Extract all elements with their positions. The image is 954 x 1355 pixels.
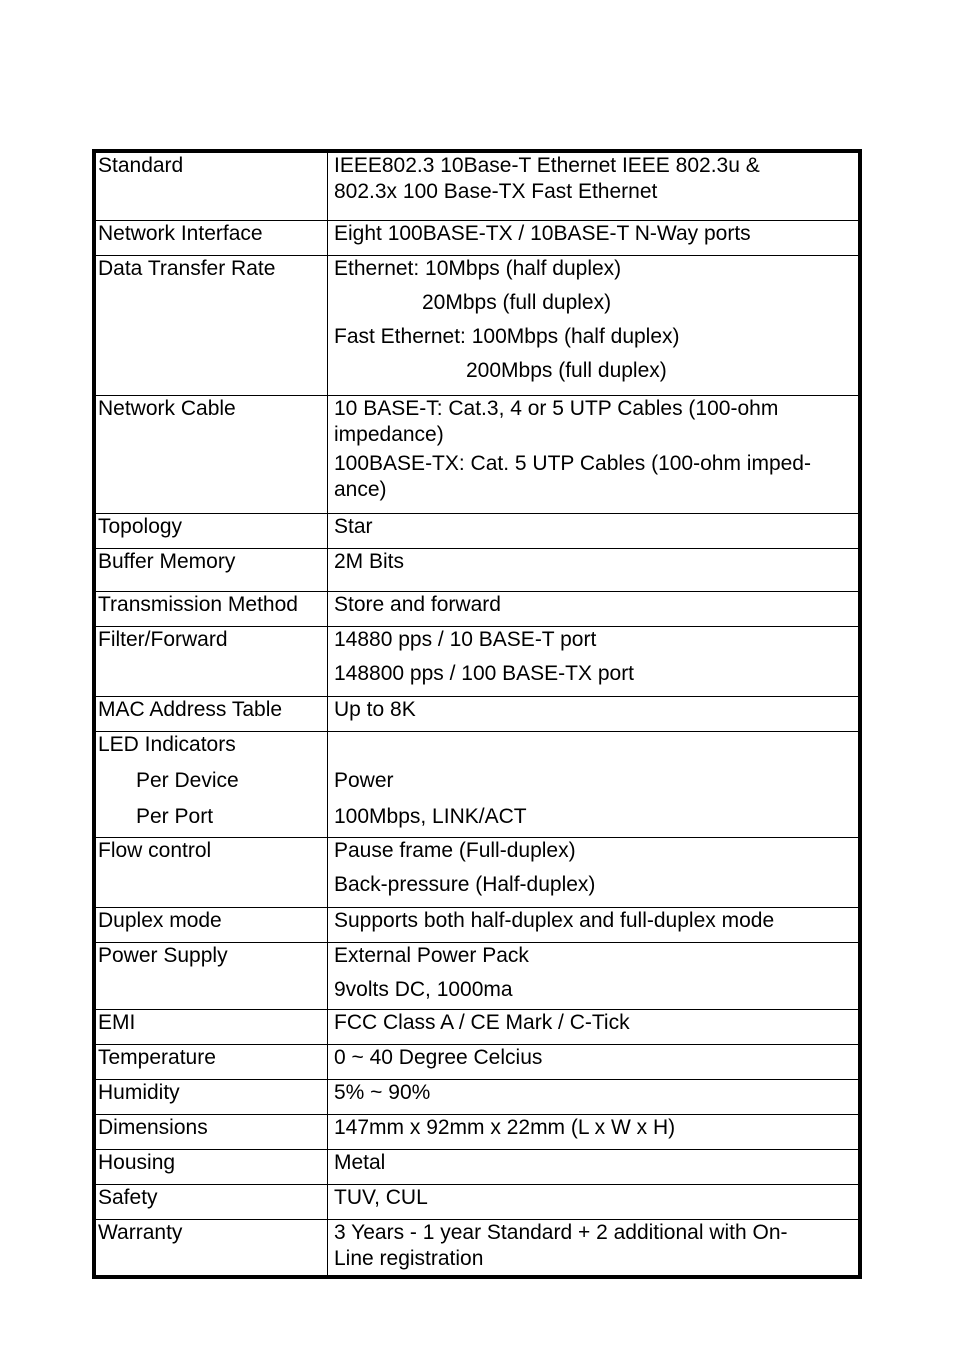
spec-label: Standard	[94, 151, 328, 220]
spec-row-emi	[94, 1009, 860, 1044]
spec-value: 5% ~ 90%	[328, 1079, 861, 1114]
spec-label: EMI	[94, 1009, 328, 1044]
spec-value-line: 14880 pps / 10 BASE-T port	[334, 627, 597, 651]
spec-value	[328, 731, 861, 837]
spec-label: Network Cable	[94, 395, 328, 513]
spec-label: Dimensions	[94, 1114, 328, 1149]
spec-label: Housing	[94, 1149, 328, 1184]
spec-label: LED Indicators	[98, 732, 236, 756]
spec-value-line: 3 Years - 1 year Standard + 2 additional with On-	[334, 1220, 788, 1244]
spec-value-line: 802.3x 100 Base-TX Fast Ethernet	[334, 180, 658, 203]
spec-row-network-cable	[94, 395, 860, 513]
spec-value-line: 9volts DC, 1000ma	[334, 977, 513, 1001]
spec-sublabel-per-port: Per Port	[136, 804, 214, 828]
spec-value	[328, 151, 861, 220]
spec-value-line: Ethernet: 10Mbps (half duplex)	[334, 256, 622, 280]
spec-value	[328, 942, 861, 1009]
spec-row-data-transfer-rate	[94, 255, 860, 395]
spec-value-line: Pause frame (Full-duplex)	[334, 838, 576, 862]
spec-row-mac-address-table	[94, 696, 860, 731]
spec-label: Topology	[94, 513, 328, 548]
spec-value-line: impedance)	[334, 422, 444, 446]
spec-value-line: Power	[334, 768, 394, 792]
spec-row-safety	[94, 1184, 860, 1219]
spec-label-group	[94, 731, 328, 837]
spec-value: Store and forward	[328, 591, 861, 626]
spec-value-line: IEEE802.3 10Base-T Ethernet IEEE 802.3u &	[334, 154, 760, 177]
spec-label: Flow control	[94, 837, 328, 907]
spec-value-line: 100BASE-TX: Cat. 5 UTP Cables (100-ohm imped-	[334, 451, 811, 475]
spec-sublabel-per-device: Per Device	[136, 768, 239, 792]
spec-value: 147mm x 92mm x 22mm (L x W x H)	[328, 1114, 861, 1149]
specifications-table	[92, 149, 862, 1279]
spec-value	[328, 395, 861, 513]
spec-value: 2M Bits	[328, 548, 861, 591]
spec-value-line: 100Mbps, LINK/ACT	[334, 804, 527, 828]
spec-value	[328, 1219, 861, 1277]
spec-value-line: 20Mbps (full duplex)	[422, 290, 612, 314]
spec-label: Transmission Method	[94, 591, 328, 626]
spec-value: Up to 8K	[328, 696, 861, 731]
spec-row-transmission-method	[94, 591, 860, 626]
spec-value	[328, 837, 861, 907]
spec-row-power-supply	[94, 942, 860, 1009]
spec-value-line: 10 BASE-T: Cat.3, 4 or 5 UTP Cables (100-ohm	[334, 396, 779, 420]
spec-row-warranty	[94, 1219, 860, 1277]
spec-value-line: 200Mbps (full duplex)	[466, 358, 667, 382]
spec-label: Safety	[94, 1184, 328, 1219]
spec-row-topology	[94, 513, 860, 548]
spec-value-line: Back-pressure (Half-duplex)	[334, 872, 596, 896]
spec-value	[328, 255, 861, 395]
spec-value-line: Line registration	[334, 1246, 484, 1270]
spec-label: Humidity	[94, 1079, 328, 1114]
spec-value: Star	[328, 513, 861, 548]
spec-value: FCC Class A / CE Mark / C-Tick	[328, 1009, 861, 1044]
spec-label: Duplex mode	[94, 907, 328, 942]
spec-value-line: ance)	[334, 477, 387, 501]
spec-row-standard	[94, 151, 860, 220]
spec-value: Supports both half-duplex and full-duplex mode	[328, 907, 861, 942]
spec-label: Filter/Forward	[94, 626, 328, 696]
spec-value: TUV, CUL	[328, 1184, 861, 1219]
spec-row-flow-control	[94, 837, 860, 907]
spec-row-dimensions	[94, 1114, 860, 1149]
spec-row-housing	[94, 1149, 860, 1184]
spec-row-humidity	[94, 1079, 860, 1114]
spec-value-line: Fast Ethernet: 100Mbps (half duplex)	[334, 324, 680, 348]
spec-value: 0 ~ 40 Degree Celcius	[328, 1044, 861, 1079]
spec-row-network-interface	[94, 220, 860, 255]
spec-label: Data Transfer Rate	[94, 255, 328, 395]
spec-label: MAC Address Table	[94, 696, 328, 731]
spec-row-temperature	[94, 1044, 860, 1079]
spec-row-filter-forward	[94, 626, 860, 696]
spec-row-buffer-memory	[94, 548, 860, 591]
spec-value	[328, 626, 861, 696]
spec-label: Buffer Memory	[94, 548, 328, 591]
spec-label: Warranty	[94, 1219, 328, 1277]
spec-value-line: 148800 pps / 100 BASE-TX port	[334, 661, 635, 685]
spec-value: Eight 100BASE-TX / 10BASE-T N-Way ports	[328, 220, 861, 255]
spec-value-line: External Power Pack	[334, 943, 529, 967]
spec-value: Metal	[328, 1149, 861, 1184]
spec-row-led-indicators	[94, 731, 860, 837]
spec-label: Power Supply	[94, 942, 328, 1009]
spec-label: Network Interface	[94, 220, 328, 255]
spec-row-duplex-mode	[94, 907, 860, 942]
spec-label: Temperature	[94, 1044, 328, 1079]
